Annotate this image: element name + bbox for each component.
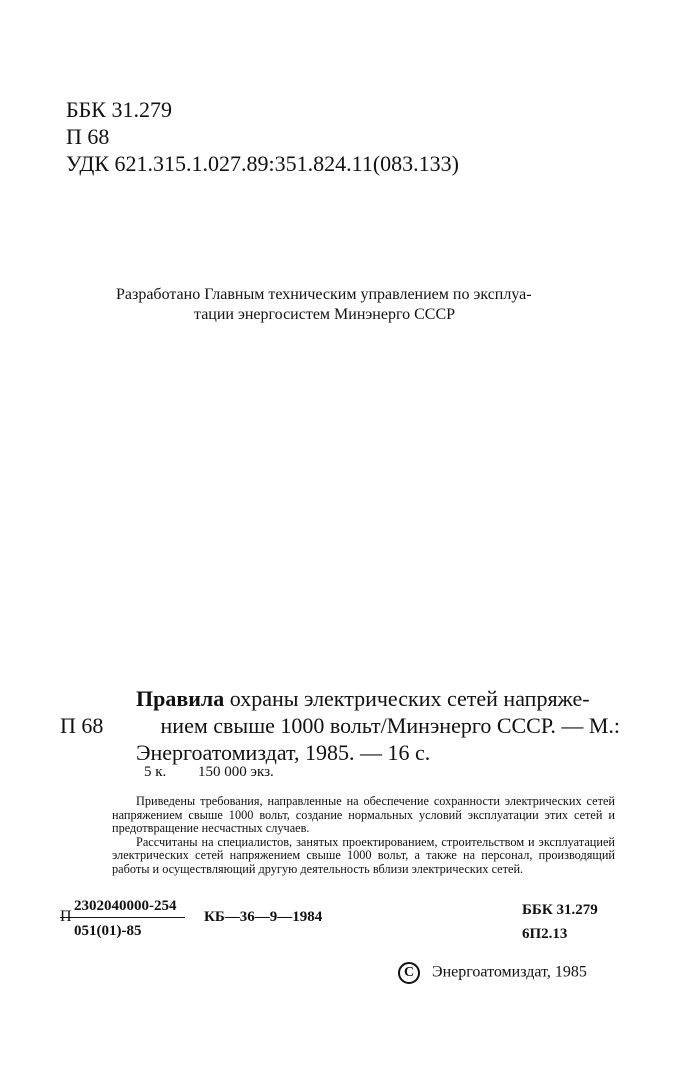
kb-code: КБ—36—9—1984 [204,909,323,925]
copyright-icon: C [398,962,420,984]
developer-line-1: Разработано Главным техническим управлением по эксплуа- [116,286,532,303]
classification-bbk: ББК 31.279 [522,902,598,918]
copyright-line [398,962,587,984]
shelf-mark: П 68 [60,713,104,738]
developer-line-2: тации энергосистем Минэнерго СССР [194,306,456,323]
publisher-line: Энергоатомиздат, 1985. — 16 с. [136,740,431,765]
index-fraction [60,898,185,940]
udk-code: УДК 621.315.1.027.89:351.824.11(083.133) [66,151,459,176]
price: 5 к. [144,764,167,780]
index-denominator: 051(01)-85 [74,923,142,939]
index-numerator: 2302040000-254 [60,898,185,918]
title-line-1-rest: охраны электрических сетей напряже- [229,686,590,711]
print-run: 150 000 экз. [198,764,274,780]
classification [522,898,598,946]
classification-code: 6П2.13 [522,926,568,942]
annotation [112,795,615,877]
title-line-3 [60,739,620,766]
copyright-text: Энергоатомиздат, 1985 [432,963,587,981]
bbk-code: ББК 31.279 [66,97,172,122]
title-line-1 [60,685,620,712]
annotation-paragraph-1: Приведены требования, направленные на обеспечение сохранности электрических сетей напряжением свыше 1000 вольт, создание нормальных условий эксплуатации этих сетей и предотвращение несчастных случаев. [112,794,615,836]
title-line-2-text: нием свыше 1000 вольт/Минэнерго СССР. — М.: [160,713,620,738]
title-bold: Правила [136,686,225,711]
author-mark: П 68 [66,124,110,149]
circulation [144,764,274,781]
bibliographic-description [60,685,620,766]
index-letter: П [60,908,72,925]
developer-note [116,285,532,325]
annotation-paragraph-2: Рассчитаны на специалистов, занятых проектированием, строительством и эксплуатацией электрических сетей напряжением свыше 1000 вольт, а также на персонал, производящий работы и осуществляющий другую деятельность вблизи электрических сетей. [112,834,615,876]
catalog-codes [66,96,459,177]
index-code [60,898,323,940]
title-line-2 [60,712,620,739]
